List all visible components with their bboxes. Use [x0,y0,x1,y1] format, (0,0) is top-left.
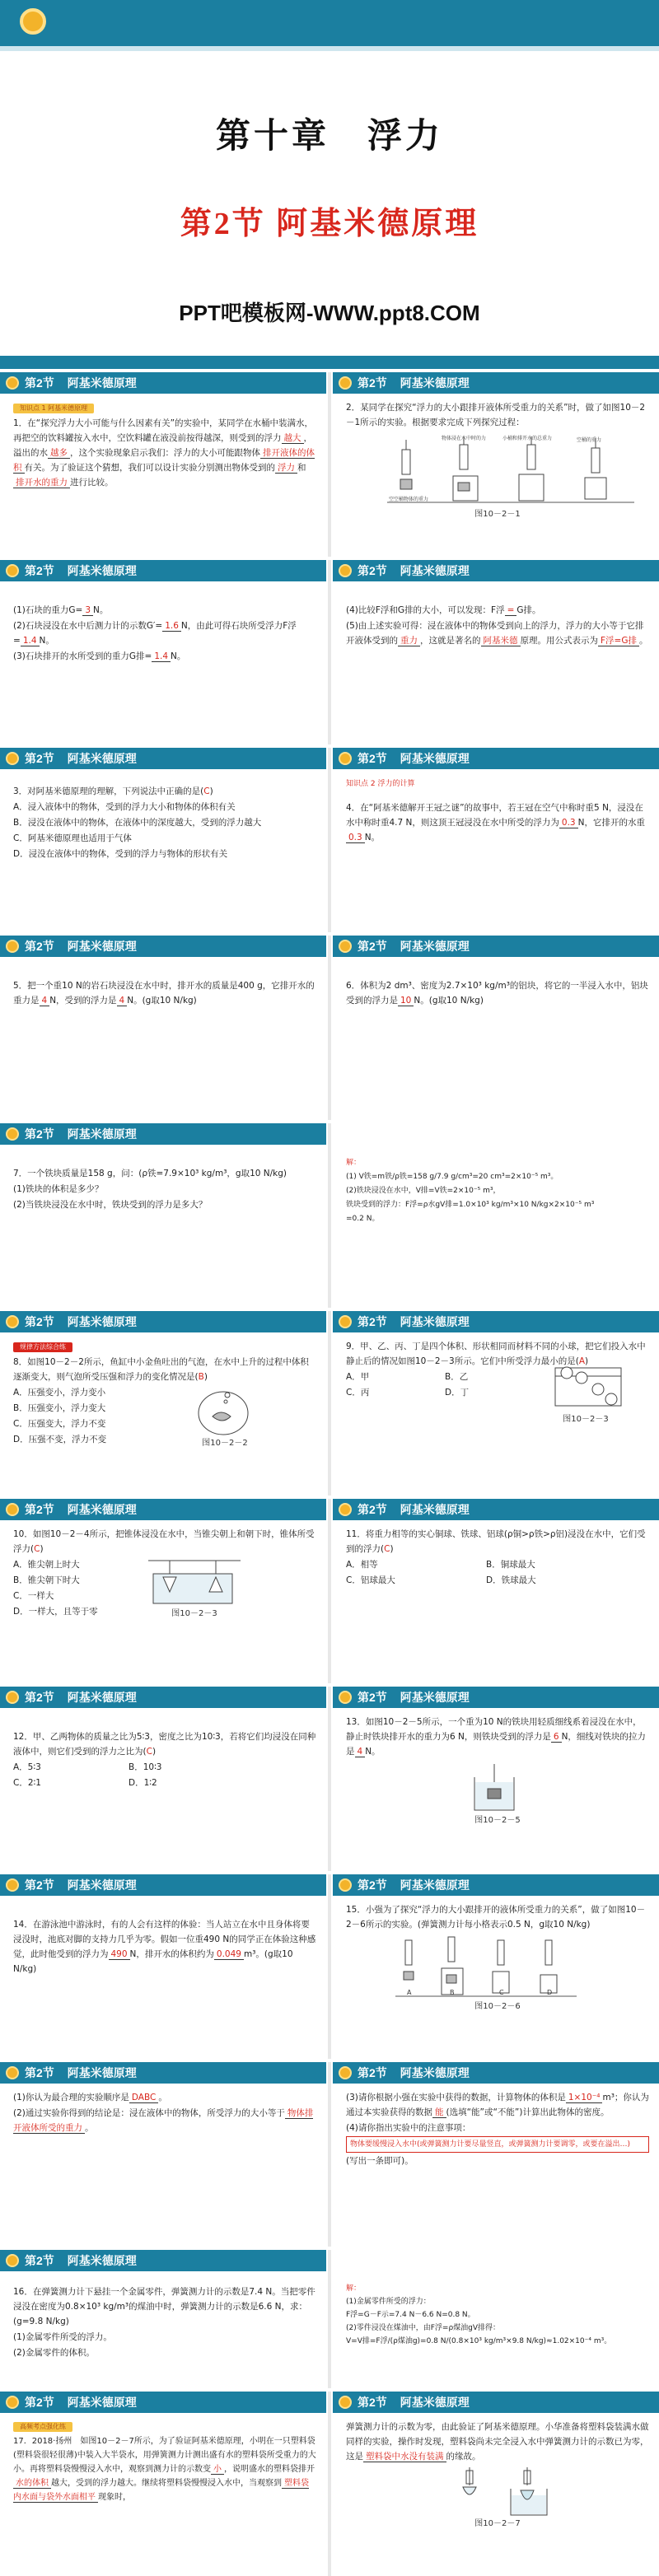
answer-blank: 1×10⁻⁴ [566,2093,603,2103]
slide-6 [0,1123,659,1308]
answer-blank: 塑料袋中水没有装满 [363,2452,446,2462]
solution-16: 解： (1)金属零件所受的浮力： F浮=G－F示=7.4 N－6.6 N=0.8 N。 (2)零件浸没在煤油中，由F浮=ρ煤油gV排得： V=V排=F浮/(ρ煤油g)=0.8 N/(0.8×10³ kg/m³×9.8 N/kg)≈1.02×10⁻⁴ m³。 [346,2284,612,2345]
question-12: 12．甲、乙两物体的质量之比为5∶3，密度之比为10∶3，若将它们均浸没在同种液体中，则它们受到的浮力之比为(C) A．5∶3 B．10∶3 C．2∶1 D．1∶2 [13,1732,316,1788]
figure-caption: 图10－2－7 [474,2519,521,2528]
option: C．阿基米德原理也适用于气体 [13,833,132,843]
answer-choice: A [578,1356,586,1366]
slide-2 [0,372,659,557]
q2-part-right: (4)比较F浮和G排的大小，可以发现：F浮 = G排。 (5)由上述实验可得：浸在液体中的物体受到向上的浮力，浮力的大小等于它排开液体受到的 重力 ，这就是著名的 阿基米德 原理。用公式表示为 F浮=G排 。 [346,605,648,646]
question-2: 2．某同学在探究“浮力的大小跟排开液体所受重力的关系”时，做了如图10－2－1所示的实验。根据要求完成下列探究过程： 空空桶物体的重力 物体浸在水中时的力 小桶和排开水的总重力 空桶的重力 图10－2－1 [346,400,649,522]
question-14: 14．在游泳池中游泳时，有的人会有这样的体验：当人站立在水中且身体将要浸没时，池底对脚的支持力几乎为零。假如一位重490 N的同学正在体验这种感觉，此时他受到的浮力为 490 N，排开水的体积约为 0.049 m³。(g取10 N/kg) [13,1920,316,1974]
option: D．一样大，且等于零 [13,1607,98,1617]
title-top-bar [0,0,659,46]
answer-blank: 小 [211,2465,224,2475]
sun-icon [6,752,19,765]
question-10: 10．如图10－2－4所示，把锥体浸没在水中，当锥尖朝上和朝下时，锥体所受浮力(C) A．锥尖朝上时大 B．锥尖朝下时大 C．一样大 D．一样大，且等于零 图10－2－3 [13,1527,316,1631]
slide-header: 第2节 阿基米德原理 [0,1687,326,1708]
answer-blank: DABC [129,2093,158,2103]
question-7: 7．一个铁块质量是158 g，问：(ρ铁=7.9×10³ kg/m³，g取10 N/kg) (1)铁块的体积是多少？ (2)当铁块浸没在水中时，铁块受到的浮力是多大？ [13,1169,287,1210]
slide-header: 第2节 阿基米德原理 [0,560,326,581]
answer-blank: 1.4 [21,636,40,646]
answer-blank: = [505,605,517,616]
sun-icon [6,2254,19,2267]
slide-header: 第2节 阿基米德原理 [333,1874,659,1896]
option: D．压强不变，浮力不变 [13,1435,107,1444]
sun-icon [339,1691,352,1704]
answer-blank: 排开水的重力 [13,478,70,488]
slide-header: 第2节 阿基米德原理 [0,1874,326,1896]
option: C．压强变大，浮力不变 [13,1419,106,1429]
option: D．浸没在液体中的物体，受到的浮力与物体的形状有关 [13,849,228,859]
slide-5 [0,936,659,1120]
sun-icon [6,2396,19,2409]
answer-blank: 越多 [48,448,70,459]
plastic-bag-figure [445,2467,560,2517]
title-slide [0,0,659,369]
answer-blank: 1.4 [152,651,171,662]
answer-blank: 浮力 [275,463,297,474]
fig-label: 物体浸在水中时的力 [442,436,487,441]
answer-blank: 能 [432,2107,446,2118]
answer-blank: 3 [82,605,93,616]
slide-header: 第2节 阿基米德原理 [333,936,659,957]
answer-blank: 0.3 [346,833,365,843]
slide-header: 第2节 阿基米德原理 [333,1311,659,1332]
sun-icon [6,564,19,577]
answer-blank: 阿基米德 [481,636,521,646]
question-1: 知识点 1 阿基米德原理 1．在“探究浮力大小可能与什么因素有关”的实验中，某同学在水桶中装满水，再把空的饮料罐按入水中，空饮料罐在液没前按得越深，则受到的浮力 越大 ，溢出的水 越多 ，这个实验现象启示我们：浮力的大小可能跟物体 排开液体的体积 有关。为了验证这个猜想，我们可以设计实验分别测出物体受到的 浮力 和排开水的重力 进行比较。 [13,404,315,488]
header-section: 第2节 [25,376,54,390]
sun-icon [6,1503,19,1516]
question-11: 11．将重力相等的实心铜球、铁球、铝球(ρ铜>ρ铁>ρ铝)浸没在水中，它们受到的浮力(C) A．相等 B．铜球最大 C．铝球最大 D．铁球最大 [346,1529,646,1585]
sun-icon [6,940,19,953]
answer-blank: 6 [551,1732,562,1743]
sun-icon [6,2066,19,2079]
figure-caption: 图10－2－3 [171,1609,217,1618]
figure-caption: 图10－2－1 [474,510,521,519]
sun-icon [339,752,352,765]
section-title: 第2节 阿基米德原理 [180,207,479,241]
option: A．锥尖朝上时大 [13,1560,80,1570]
spring-scale-figure [387,433,634,507]
answer-blank: F浮=G排 [598,636,639,646]
option: B．压强变小，浮力变大 [13,1403,106,1413]
slide-4 [0,748,659,932]
sun-icon [339,1503,352,1516]
sun-icon [6,1127,19,1141]
sun-icon [339,2066,352,2079]
question-15-parts-right: (3)请你根据小强在实验中获得的数据，计算物体的体积是 1×10⁻⁴ m³；你认为通过本实验获得的数据 能 (选填“能”或“不能”)计算出此物体的密度。 (4)请你指出实验中的注意事项： 物体要缓慢浸入水中(或弹簧测力计要尽量竖直，或弹簧测力计要调零，或要在溢出…) (写出一条即可)。 [346,2093,649,2166]
answer-blank: 重力 [398,636,420,646]
question-17: 高频考点强化练 17．2018·扬州 如图10－2－7所示，为了验证阿基米德原理，小明在一只塑料袋(塑料袋很轻很薄)中装入大半袋水，用弹簧测力计测出盛有水的塑料袋所受重力的大小。再将塑料袋慢慢浸入水中，观察到测力计的示数变 小 ，说明盛水的塑料袋排开水的体积 越大，受到的浮力越大。继续将塑料袋慢慢浸入水中，当观察到 塑料袋内水面与袋外水面相平 现象时， [13,2423,316,2502]
answer-box: 物体要缓慢浸入水中(或弹簧测力计要尽量竖直，或弹簧测力计要调零，或要在溢出…) [346,2136,649,2153]
slide-7 [0,1311,659,1496]
fig-label: 空桶的重力 [577,437,602,443]
knowledge-tag: 知识点 1 阿基米德原理 [13,404,94,413]
svg-text:B: B [450,1989,455,1996]
option: A．浸入液体中的物体，受到的浮力大小和物体的体积有关 [13,802,236,812]
answer-choice: B [198,1372,204,1382]
site-watermark: PPT吧模板网-WWW.ppt8.COM [179,301,480,325]
answer-blank: 1.6 [162,621,181,632]
title-accent-line [0,46,659,51]
fig-label: 小桶和排开水的总重力 [502,436,553,441]
sun-icon [339,2396,352,2409]
figure-caption: 图10－2－6 [474,2002,521,2011]
slide-header: 第2节 阿基米德原理 [0,2250,326,2271]
option: B．浸没在液体中的物体，在液体中的深度越大，受到的浮力越大 [13,818,262,828]
overflow-experiment-figure [395,1935,577,2000]
slide-header: 第2节 阿基米德原理 [0,2392,326,2413]
question-13: 13．如图10－2－5所示，一个重为10 N的铁块用轻质细线系着浸没在水中，静止时铁块排开水的重力为6 N，则铁块受到的浮力是 6 N，细线对铁块的拉力是 4 N。 图10－2－5 [346,1715,649,1828]
answer-choice: C [146,1747,152,1757]
answer-blank: 10 [398,996,414,1006]
sun-icon [339,1878,352,1892]
option: B．锥尖朝下时大 [13,1575,80,1585]
slide-10 [0,1874,659,2059]
sun-icon [6,1878,19,1892]
practice-tag: 规律方法综合练 [13,1342,72,1352]
sun-icon [339,564,352,577]
question-5: 5．把一个重10 N的岩石块浸没在水中时，排开水的质量是400 g，它排开水的重力是 4 N，受到的浮力是 4 N。(g取10 N/kg) [13,981,315,1006]
svg-text:D: D [547,1989,553,1996]
fish-tank-figure [194,1385,252,1436]
slide-header: 第2节 阿基米德原理 [0,936,326,957]
question-16: 16．在弹簧测力计下悬挂一个金属零件，弹簧测力计的示数是7.4 N。当把零件浸没在密度为0.8×10³ kg/m³的煤油中时，弹簧测力计的示数是6.6 N，求：(g=9.8 N/kg) (1)金属零件所受的浮力。 (2)金属零件的体积。 [13,2287,315,2358]
answer-blank: 0.049 [214,1949,244,1960]
answer-choice: C [203,786,210,796]
answer-choice: C [384,1544,390,1554]
answer-blank: 4 [117,996,128,1006]
slide-9 [0,1687,659,1871]
slide-2-right [333,372,659,557]
cone-figure [145,1557,244,1605]
slide-8 [0,1499,659,1683]
svg-text:A: A [407,1989,412,1996]
question-3: 3．对阿基米德原理的理解，下列说法中正确的是(C) A．浸入液体中的物体，受到的浮力大小和物体的体积有关 B．浸没在液体中的物体，在液体中的深度越大，受到的浮力越大 C．阿基米德原理也适用于气体 D．浸没在液体中的物体，受到的浮力与物体的形状有关 [13,784,316,862]
slide-11 [0,2062,659,2247]
figure-caption: 图10－2－2 [202,1439,248,1448]
answer-blank: 水的体积 [13,2479,51,2489]
sun-icon [6,1315,19,1328]
slide-header: 第2节 阿基米德原理 [333,1687,659,1708]
answer-blank: 490 [109,1949,130,1960]
figure-caption: 图10－2－5 [474,1816,521,1825]
slide-2-left [0,372,326,557]
question-15-parts-left: (1)你认为最合理的实验顺序是 DABC 。 (2)通过实验你得到的结论是：浸在液体中的物体，所受浮力的大小等于 物体排开液体所受的重力 。 [13,2093,314,2133]
slide-header: 第2节 阿基米德原理 [0,2062,326,2084]
slide-header: 第2节 阿基米德原理 [333,2062,659,2084]
sun-icon [6,1691,19,1704]
sun-logo-icon [20,8,46,35]
sun-icon [339,940,352,953]
slide-header: 第2节 阿基米德原理 [0,1123,326,1145]
slide-header: 第2节 阿基米德原理 [333,748,659,769]
header-name: 阿基米德原理 [67,376,137,390]
slide-header: 第2节 阿基米德原理 [333,560,659,581]
answer-blank: 塑料袋内水面与袋外水面相平 [13,2479,309,2502]
slide-header: 第2节 阿基米德原理 [333,2392,659,2413]
answer-blank: 排开液体的体积 [13,448,315,473]
knowledge-tag: 知识点 2 浮力的计算 [346,780,415,788]
question-17-cont: 弹簧测力计的示数为零，由此验证了阿基米德原理。小华准备将塑料袋装满水做同样的实验，操作时发现，塑料袋尚未完全浸入水中弹簧测力计的示数已为零，这是 塑料袋中水没有装满 的缘故。 图10－2－7 [346,2420,649,2532]
question-9: 9．甲、乙、丙、丁是四个体积、形状相同而材料不同的小球，把它们投入水中静止后的情况如图10－2－3所示。它们中所受浮力最小的是(A) A．甲 B．乙 C．丙 D．丁 图10－2－3 [346,1339,649,1427]
question-8: 规律方法综合练 8．如图10－2－2所示，鱼缸中小金鱼吐出的气泡，在水中上升的过程中体积逐渐变大，则气泡所受压强和浮力的变化情况是(B) A．压强变小，浮力变小 B．压强变小，浮力变大 C．压强变大，浮力不变 D．压强不变，浮力不变 图10－2－2 [13,1339,316,1446]
chapter-title: 第十章 浮力 [215,116,443,155]
slide-3 [0,560,659,744]
question-15: 15．小强为了探究“浮力的大小跟排开的液体所受重力的关系”，做了如图10－2－6所示的实验。(弹簧测力计每小格表示0.5 N，g取10 N/kg) A B C D 图10－2－6 [346,1902,649,2014]
slide-header: 第2节 阿基米德原理 [333,1499,659,1520]
slide-header: 第2节 阿基米德原理 [0,1311,326,1332]
balls-in-water-figure [552,1365,626,1409]
title-bottom-bar [0,356,659,369]
answer-blank: 物体排开液体所受的重力 [13,2108,314,2133]
slide-header: 第2节 阿基米德原理 [0,748,326,769]
answer-blank: 越大 [282,433,304,444]
fig-label: 空空桶物体的重力 [389,497,429,502]
slide-header: 第2节 阿基米德原理 [333,372,659,394]
solution-7: 解： (1) V铁=m铁/ρ铁=158 g/7.9 g/cm³=20 cm³=2×10⁻⁵ m³。 (2)铁块浸没在水中，V排=V铁=2×10⁻⁵ m³， 铁块受到的浮力：F浮=ρ水gV排=1.0×10³ kg/m³×10 N/kg×2×10⁻⁵ m³ =0.2 N。 [346,1159,595,1223]
slide-header [0,372,326,394]
slide-12 [0,2250,659,2388]
iron-block-figure [470,1764,519,1813]
slide-13 [0,2392,659,2576]
svg-text:C: C [499,1989,504,1996]
practice-tag: 高频考点强化练 [13,2422,72,2432]
answer-choice: C [34,1544,40,1554]
q2-part-left: (1)石块的重力G= 3 N。 (2)石块浸没在水中后测力计的示数G′= 1.6 N，由此可得石块所受浮力F浮= 1.4 N。 (3)石块排开的水所受到的重力G排= 1.4 N。 [13,605,297,661]
answer-blank: 4 [40,996,50,1006]
sun-icon [339,376,352,390]
answer-blank: 4 [355,1747,366,1757]
figure-caption: 图10－2－3 [563,1415,609,1424]
question-4: 知识点 2 浮力的计算 4．在“阿基米德解开王冠之谜”的故事中，若王冠在空气中称时重5 N，浸没在水中称时重4.7 N，则这顶王冠浸没在水中所受的浮力为 0.3 N，它排开的水重0.3 N。 [346,780,645,842]
sun-icon [6,376,19,390]
question-6: 6．体积为2 dm³、密度为2.7×10³ kg/m³的铝块，将它的一半浸入水中，铝块受到的浮力是 10 N。(g取10 N/kg) [346,981,648,1006]
slide-header: 第2节 阿基米德原理 [0,1499,326,1520]
option: A．压强变小，浮力变小 [13,1388,106,1398]
sun-icon [339,1315,352,1328]
option: C．一样大 [13,1591,54,1601]
answer-blank: 0.3 [559,818,578,828]
